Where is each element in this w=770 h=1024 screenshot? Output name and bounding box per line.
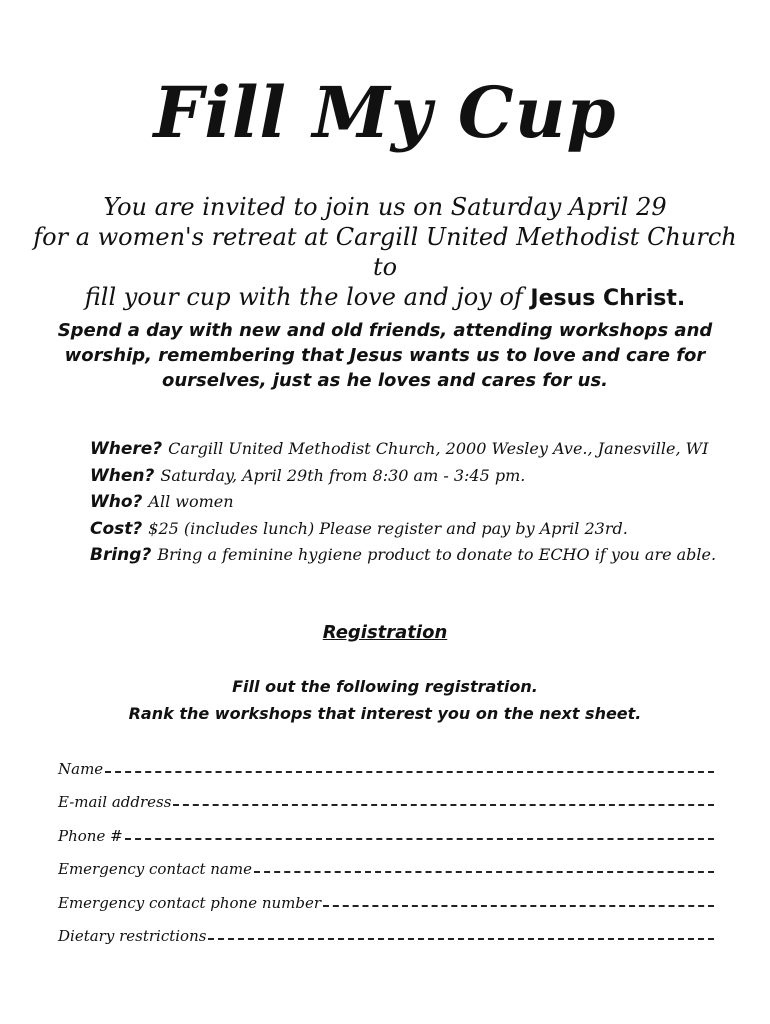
field-label: Emergency contact name (58, 860, 252, 878)
phone-field[interactable] (58, 811, 714, 845)
emergency-contact-name-field[interactable] (58, 845, 714, 879)
invitation-line-3-text: fill your cup with the love and joy of (84, 283, 523, 311)
blank-line[interactable] (105, 770, 714, 773)
detail-who (90, 489, 730, 516)
blank-line[interactable] (125, 837, 714, 840)
detail-cost (90, 516, 730, 543)
registration-instructions (0, 673, 770, 727)
field-label: Dietary restrictions (58, 927, 207, 945)
detail-label: Who? (90, 492, 143, 512)
detail-label: Bring? (90, 545, 152, 565)
registration-instruction-1: Fill out the following registration. (232, 677, 538, 696)
name-field[interactable] (58, 744, 714, 778)
detail-value: $25 (includes lunch) Please register and pay by April 23rd. (148, 518, 628, 538)
detail-value: Bring a feminine hygiene product to donate to ECHO if you are able. (157, 545, 717, 564)
invitation-text (20, 192, 750, 314)
field-label: Emergency contact phone number (58, 893, 322, 912)
field-label: Name (58, 759, 104, 778)
detail-value: All women (148, 492, 234, 511)
event-details (90, 436, 730, 569)
field-label: Phone # (58, 826, 123, 845)
detail-where (90, 436, 730, 463)
detail-value: Cargill United Methodist Church, 2000 Wesley Ave., Janesville, WI (168, 439, 709, 458)
page-title: Fill My Cup (153, 71, 617, 154)
blank-line[interactable] (208, 937, 714, 940)
jesus-christ-text: Jesus Christ. (530, 286, 686, 311)
invitation-line-1: You are invited to join us on Saturday April 29 (103, 193, 667, 221)
blank-line[interactable] (323, 904, 714, 907)
detail-value: Saturday, April 29th from 8:30 am - 3:45 pm. (160, 465, 526, 485)
invitation-line-2: for a women's retreat at Cargill United Methodist Church to (33, 223, 737, 281)
detail-label: When? (90, 465, 155, 486)
dietary-restrictions-field[interactable] (58, 912, 714, 946)
detail-when (90, 463, 730, 490)
emergency-contact-phone-field[interactable] (58, 878, 714, 912)
blank-line[interactable] (254, 870, 714, 873)
registration-heading: Registration (322, 622, 448, 643)
detail-label: Where? (90, 439, 163, 459)
invitation-line-3 (20, 282, 750, 314)
blank-line[interactable] (173, 803, 714, 806)
field-label: E-mail address (58, 793, 172, 811)
email-field[interactable] (58, 778, 714, 812)
spend-a-day-text: Spend a day with new and old friends, attending workshops and worship, remembering that Jesus wants us to love and care for ourselves, just as he loves and cares for us. (57, 320, 713, 391)
registration-instruction-2: Rank the workshops that interest you on the next sheet. (128, 704, 642, 723)
detail-bring (90, 542, 730, 569)
detail-label: Cost? (90, 518, 143, 539)
registration-form (58, 744, 714, 945)
